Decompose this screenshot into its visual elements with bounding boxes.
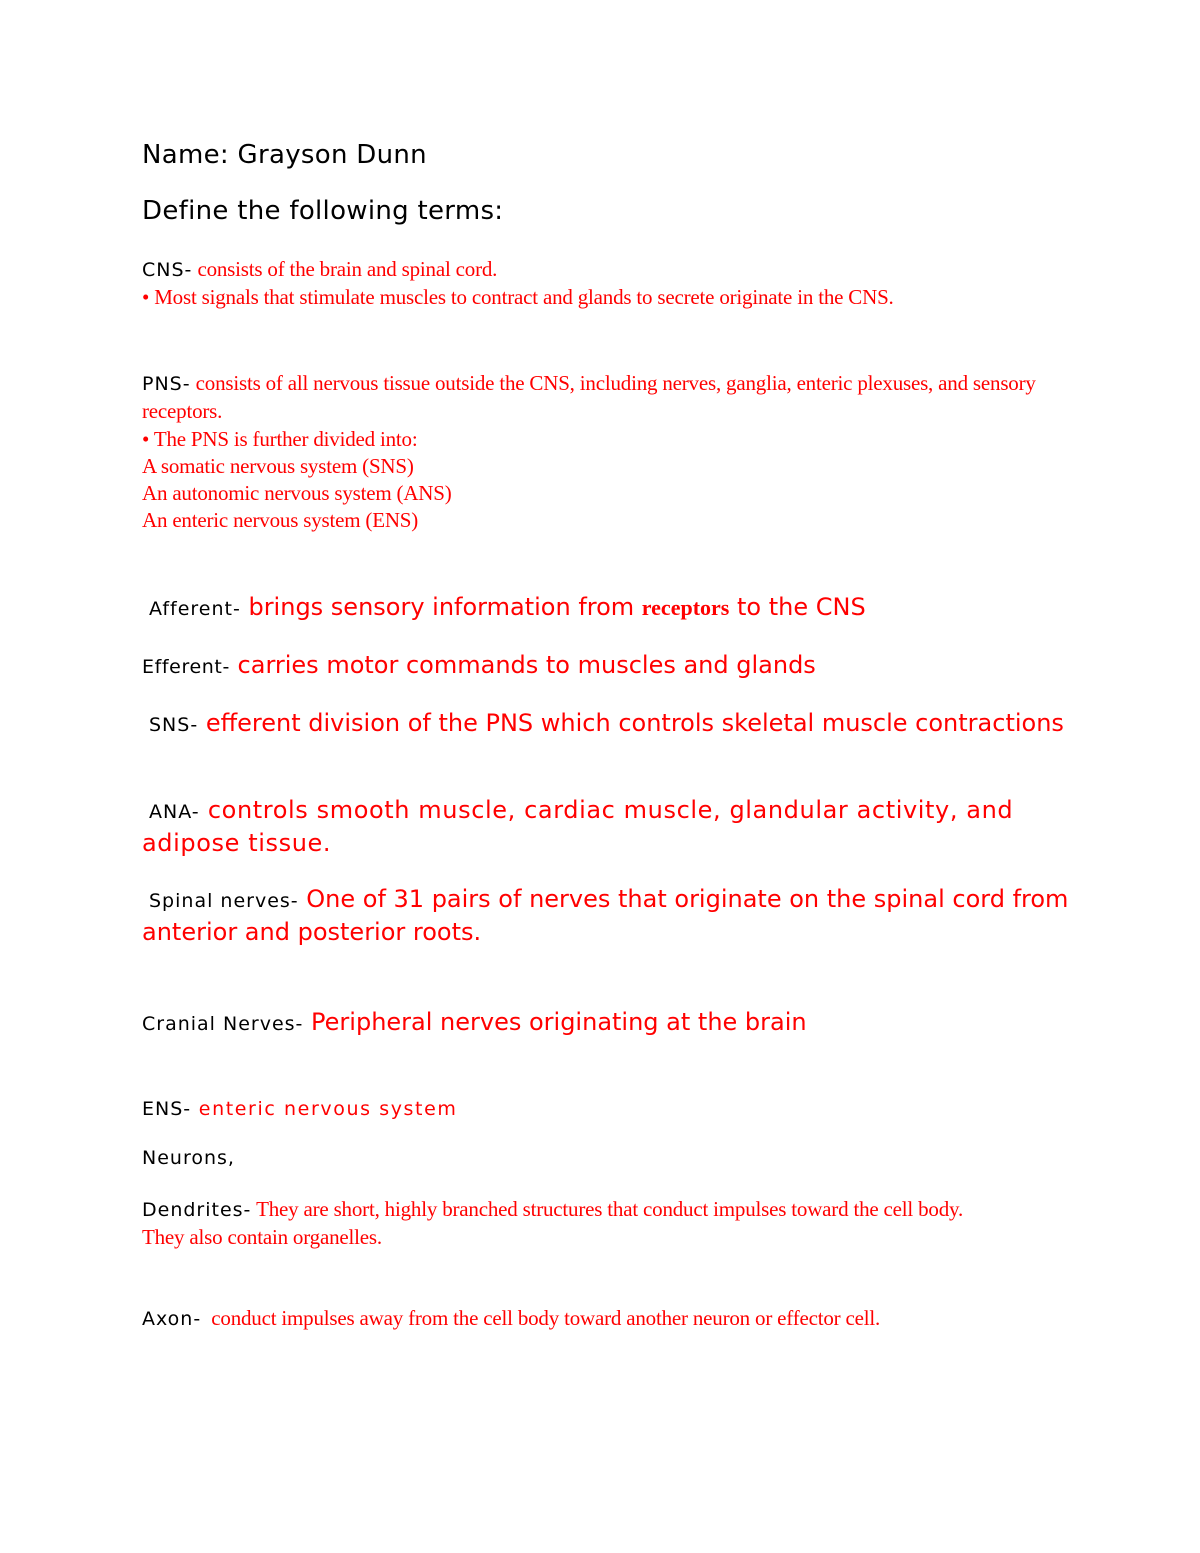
- term-efferent-definition: carries motor commands to muscles and glands: [229, 651, 816, 679]
- term-ens: [142, 1096, 1072, 1123]
- term-cranial-nerves: [142, 1007, 1072, 1041]
- term-axon-label: Axon-: [142, 1308, 202, 1330]
- term-afferent-definition-receptors: receptors: [641, 595, 730, 620]
- term-dendrites-note: They also contain organelles.: [142, 1225, 382, 1249]
- term-ana: [142, 795, 1072, 859]
- term-neurons-label: Neurons,: [142, 1147, 235, 1169]
- term-efferent-label: Efferent-: [142, 656, 230, 678]
- term-pns-note: • The PNS is further divided into:: [142, 427, 418, 451]
- term-sns: [142, 708, 1072, 740]
- term-cns-note: • Most signals that stimulate muscles to contract and glands to secrete originate in the CNS.: [142, 285, 894, 309]
- term-cns: [142, 256, 1072, 311]
- instructions-heading: Define the following terms:: [142, 196, 504, 226]
- term-dendrites: [142, 1196, 1047, 1251]
- term-pns-definition: consists of all nervous tissue outside the CNS, including nerves, ganglia, enteric plexuses, and sensory receptors.: [142, 371, 1036, 423]
- term-cns-definition: consists of the brain and spinal cord.: [192, 257, 498, 281]
- term-ana-definition: controls smooth muscle, cardiac muscle, glandular activity, and adipose tissue.: [142, 796, 1014, 857]
- term-pns: [142, 370, 1072, 534]
- pns-division-item: An autonomic nervous system (ANS): [142, 481, 452, 505]
- term-cranial-nerves-definition: Peripheral nerves originating at the brain: [303, 1008, 807, 1036]
- term-pns-label: PNS-: [142, 373, 191, 395]
- term-sns-definition: efferent division of the PNS which controls skeletal muscle contractions: [198, 709, 1064, 737]
- term-cns-label: CNS-: [142, 259, 193, 281]
- student-name: Name: Grayson Dunn: [142, 140, 427, 170]
- term-axon-definition: conduct impulses away from the cell body toward another neuron or effector cell.: [201, 1306, 881, 1330]
- term-afferent-label: Afferent-: [149, 598, 241, 620]
- pns-division-item: A somatic nervous system (SNS): [142, 454, 414, 478]
- term-spinal-nerves: [142, 884, 1082, 948]
- term-afferent: [142, 592, 1072, 626]
- term-cranial-nerves-label: Cranial Nerves-: [142, 1013, 304, 1035]
- term-spinal-nerves-definition: One of 31 pairs of nerves that originate on the spinal cord from anterior and posterior roots.: [142, 885, 1069, 946]
- term-ens-label: ENS-: [142, 1098, 192, 1120]
- term-ana-label: ANA-: [149, 801, 200, 823]
- term-axon: [142, 1305, 1072, 1333]
- term-sns-label: SNS-: [149, 714, 199, 736]
- term-afferent-definition: brings sensory information from: [240, 593, 642, 621]
- term-dendrites-label: Dendrites-: [142, 1199, 252, 1221]
- pns-division-item: An enteric nervous system (ENS): [142, 508, 419, 532]
- term-spinal-nerves-label: Spinal nerves-: [149, 890, 299, 912]
- term-efferent: [142, 650, 1072, 684]
- term-afferent-definition-end: to the CNS: [729, 593, 866, 621]
- term-neurons: [142, 1145, 1072, 1172]
- term-ens-definition: enteric nervous system: [191, 1098, 458, 1120]
- term-dendrites-definition: They are short, highly branched structures that conduct impulses toward the cell body.: [251, 1197, 963, 1221]
